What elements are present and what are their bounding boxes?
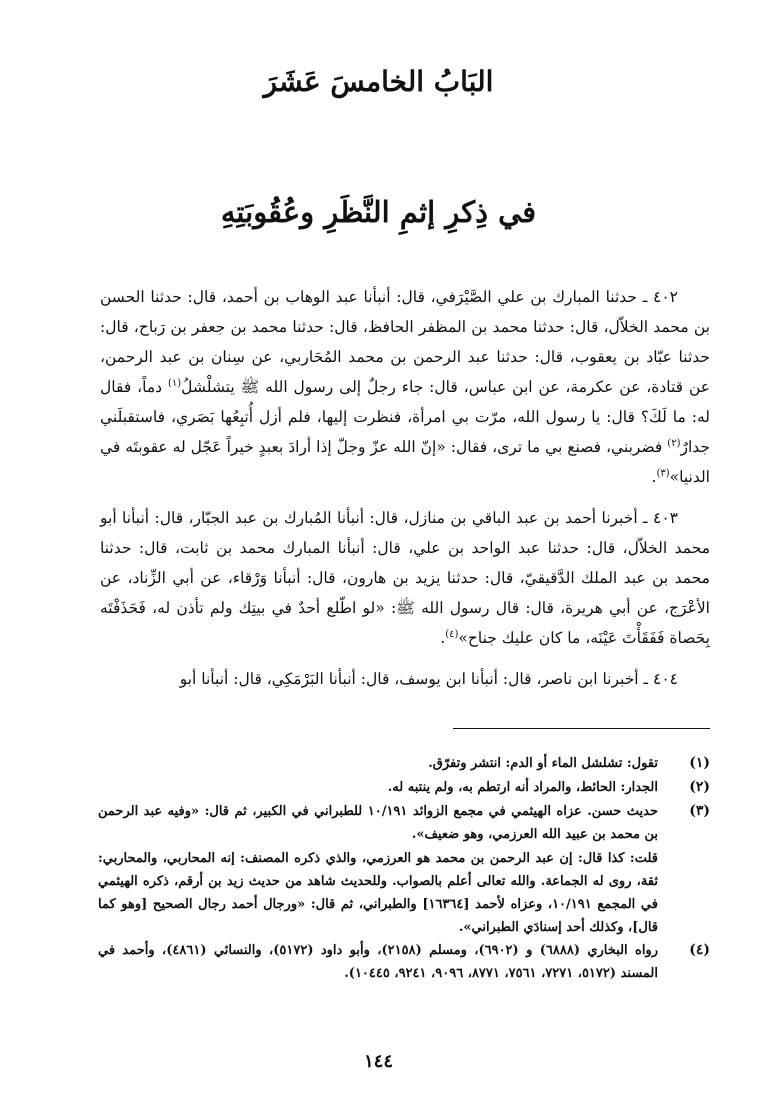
footnotes (98, 752, 710, 986)
hadith-402-part-1: ٤٠٢ ـ حدثنا المبارك بن علي الصَّيْرَفي، قال: أنبأنا عبد الوهاب بن أحمد، قال: حدثنا الحسن بن محمد الخلاّل، قال: حدثنا محمد بن المظفر الحافظ، قال: حدثنا محمد بن جعفر بن رَباح، قال: حدثنا عبّاد بن يعقوب، قال: حدثنا عبد الرحمن بن محمد المُحَاربي، عن سِنان بن عبد الرحمن، عن قتادة، عن عكرمة، عن ابن عباس، قال: جاء رجلٌ إلى رسول الله ﷺ يتشلْشلُ (100, 288, 710, 396)
hadith-403-text: ٤٠٣ ـ أخبرنا أحمد بن عبد الباقي بن منازل، قال: أنبأنا المُبارك بن عبد الجبّار، قال: أنبأنا أبو محمد الخلاّل، قال: حدثنا عبد الواحد بن علي، قال: أنبأنا المبارك محمد بن ثابت، قال: حدثنا محمد بن عبد الملك الدَّقيقيّ، قال: حدثنا يزيد بن هارون، قال: أنبأنا وَرْقاء، عن أبي الزِّناد، عن الأعْرَج، عن أبي هريرة، قال: قال رسول الله ﷺ: «لو اطّلع أحدٌ في بيتِك ولم تأذن له، فَحَذَفْتَه بِحَصاة فَفَقَأْتَ عَيْنَه، ما كان عليك جناح» (100, 509, 710, 647)
footnote-2 (98, 776, 710, 799)
footnote-1 (98, 752, 710, 775)
footnote-3 (98, 800, 710, 846)
main-text (100, 282, 710, 705)
footnote-4 (98, 939, 710, 985)
hadith-402-part-3: فضربني، فصنع بي ما ترى، فقال: «إنّ الله عزّ وجلّ إذا أرادَ بعبدٍ خيراً عَجّل له عقوبتَه في الدنيا» (100, 438, 710, 486)
hadith-403 (100, 503, 710, 653)
chapter-title: البَابُ الخامسَ عَشَرَ (263, 65, 494, 98)
hadith-402 (100, 282, 710, 492)
footnote-text: الجدار: الحائط، والمراد أنه ارتطم به، ولم ينتبه له. (387, 780, 658, 795)
footnote-indent (658, 847, 710, 939)
footnote-note-text: قلت: كذا قال: إن عبد الرحمن بن محمد هو العرزمي، والذي ذكره المصنف: إنه المحاربي، والمحاربي: ثقة، روى له الجماعة. والله تعالى أعلم بالصواب. وللحديث شاهد من حديث زيد بن أرقم، ذكره الهيثمي في المجمع ١٠/١٩١، وعزاه لأحمد [١٦٣٦٤] والطبراني، ثم قال: «ورجال أحمد رجال الصحيح [وهو كما قال]، وكذلك أحد إسنادَي الطبراني». (98, 851, 658, 935)
footnote-number: (١) (689, 755, 710, 771)
footnote-ref-3: (٣) (656, 467, 670, 479)
hadith-404-text: ٤٠٤ ـ أخبرنا ابن ناصر، قال: أنبأنا ابن يوسف، قال: أنبأنا البَرْمَكِي، قال: أنبأنا أبو (179, 670, 678, 688)
footnote-text: رواه البخاري (٦٨٨٨) و (٦٩٠٢)، ومسلم (٢١٥٨)، وأبو داود (٥١٧٢)، والنسائي (٤٨٦١)، وأحمد في المسند (٥١٧٢، ٧٢٧١، ٧٥٦١، ٨٧٧١، ٩٠٩٦، ٩٢٤١، ١٠٤٤٥). (98, 943, 658, 981)
footnote-ref-1: (١) (167, 377, 182, 389)
footnote-ref-2: (٢) (667, 437, 681, 449)
footnote-text: تقول: تشلشل الماء أو الدم: انتشر وتفرّق. (428, 756, 658, 771)
footnote-separator (453, 728, 710, 729)
footnote-3-note (98, 847, 710, 939)
footnote-text: حديث حسن. عزاه الهيثمي في مجمع الزوائد ١٠/١٩١ للطبراني في الكبير، ثم قال: «وفيه عبد الرحمن بن محمد بن عبيد الله العرزمي، وهو ضعيف». (98, 804, 658, 842)
chapter-subtitle: في ذِكرِ إثمِ النَّظَرِ وعُقُوبَتِهِ (220, 195, 537, 229)
footnote-number: (٤) (689, 942, 710, 958)
hadith-404 (100, 664, 710, 694)
footnote-number: (٢) (689, 779, 710, 795)
hadith-403-end: . (440, 629, 446, 647)
hadith-402-part-2: دماً، فقال له: ما لَكَ؟ قال: يا رسول الله، مرّت بي امرأة، فنظرت إليها، فلم أزل أُتبِعُها بَصَري، فاستقبلَني جدارٌ (100, 378, 710, 456)
footnote-number: (٣) (689, 803, 710, 819)
hadith-402-end: . (651, 468, 657, 486)
footnote-ref-4: (٤) (445, 628, 459, 640)
page-number: ١٤٤ (363, 1051, 393, 1072)
